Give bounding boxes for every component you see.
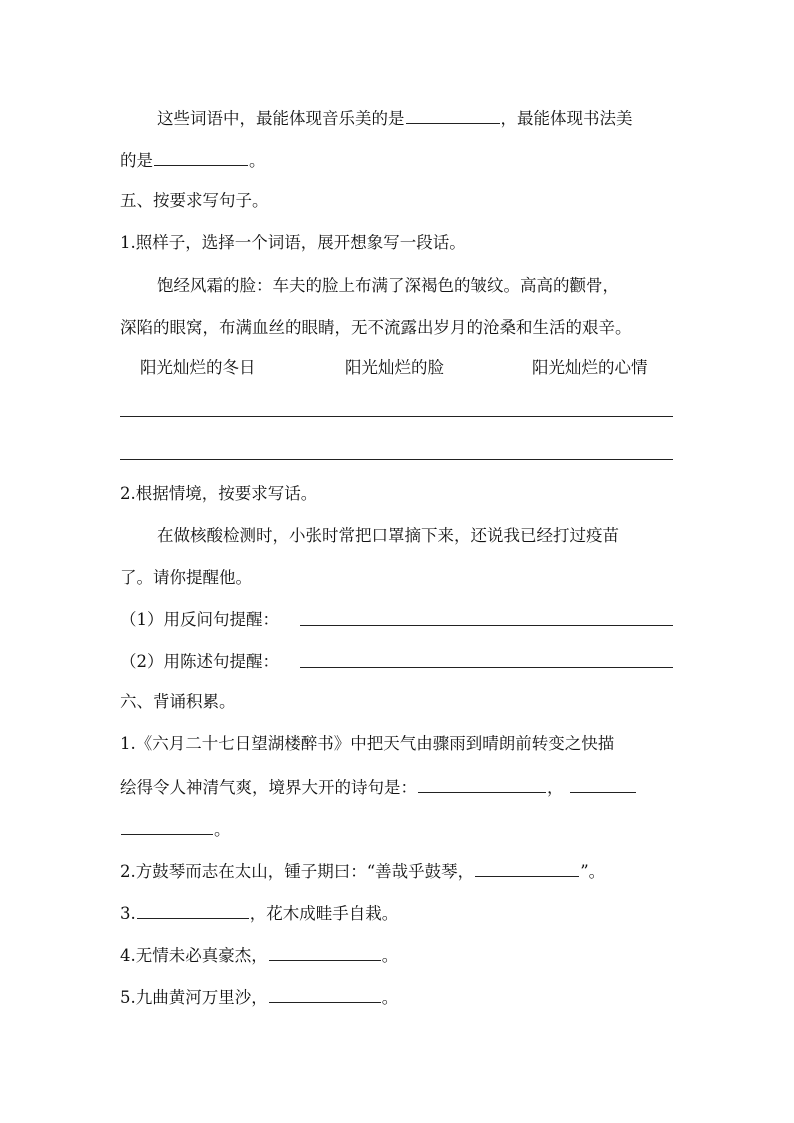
text: ，最能体现书法美 — [500, 109, 633, 128]
rhetorical-question-answer-line[interactable] — [300, 625, 673, 626]
text: 。 — [381, 988, 399, 1007]
question-2-title: 2.根据情境，按要求写话。 — [120, 484, 318, 503]
recite-1-line-3 — [120, 816, 231, 842]
word-question-line-1 — [157, 105, 633, 131]
example-line-1: 饱经风霜的脸：车夫的脸上布满了深褐色的皱纹。高高的颧骨， — [157, 276, 619, 295]
calligraphy-beauty-blank[interactable] — [154, 147, 248, 166]
text: 5.九曲黄河万里沙， — [120, 988, 268, 1007]
text: 绘得令人神清气爽，境界大开的诗句是： — [120, 778, 417, 797]
answer-line-2[interactable] — [120, 459, 673, 460]
recite-1-line-2 — [120, 774, 637, 800]
text: 4.无情未必真豪杰， — [120, 946, 268, 965]
text: 这些词语中，最能体现音乐美的是 — [157, 109, 405, 128]
section-5-title: 五、按要求写句子。 — [120, 191, 269, 210]
recite-3-blank[interactable] — [137, 900, 249, 919]
answer-line-1[interactable] — [120, 416, 673, 417]
sub-question-2-label: （2）用陈述句提醒： — [120, 652, 279, 671]
option-mood: 阳光灿烂的心情 — [532, 358, 648, 377]
recite-2 — [120, 858, 605, 884]
text: ”。 — [580, 862, 606, 881]
text: ，花木成畦手自栽。 — [249, 904, 399, 923]
recite-2-blank[interactable] — [475, 858, 579, 877]
recite-1-line-1: 1.《六月二十七日望湖楼醉书》中把天气由骤雨到晴朗前转变之快描 — [120, 734, 615, 753]
recite-4-blank[interactable] — [269, 942, 381, 961]
question-1-title: 1.照样子，选择一个词语，展开想象写一段话。 — [120, 233, 466, 252]
recite-3 — [120, 900, 398, 926]
text: 。 — [214, 820, 231, 839]
declarative-answer-line[interactable] — [300, 667, 673, 668]
recite-5 — [120, 984, 398, 1010]
option-face: 阳光灿烂的脸 — [345, 358, 444, 377]
recite-4 — [120, 942, 398, 968]
text: 3. — [120, 904, 136, 923]
sub-question-1-label: （1）用反问句提醒： — [120, 610, 279, 629]
text: 2.方鼓琴而志在太山，锺子期曰：“善哉乎鼓琴， — [120, 862, 475, 881]
text: ， — [547, 778, 564, 797]
poem-blank-2b[interactable] — [121, 816, 213, 835]
recite-5-blank[interactable] — [269, 984, 381, 1003]
section-6-title: 六、背诵积累。 — [120, 692, 236, 711]
word-question-line-2 — [120, 147, 266, 173]
context-line-1: 在做核酸检测时，小张时常把口罩摘下来，还说我已经打过疫苗 — [157, 526, 619, 545]
context-line-2: 了。请你提醒他。 — [120, 568, 252, 587]
text: 。 — [381, 946, 399, 965]
poem-blank-2a[interactable] — [570, 774, 636, 793]
text: 的是 — [120, 151, 153, 170]
text: 。 — [249, 151, 266, 170]
example-line-2: 深陷的眼窝，布满血丝的眼睛，无不流露出岁月的沧桑和生活的艰辛。 — [120, 318, 632, 337]
option-winter-day: 阳光灿烂的冬日 — [140, 358, 256, 377]
poem-blank-1[interactable] — [418, 774, 546, 793]
music-beauty-blank[interactable] — [406, 105, 500, 124]
